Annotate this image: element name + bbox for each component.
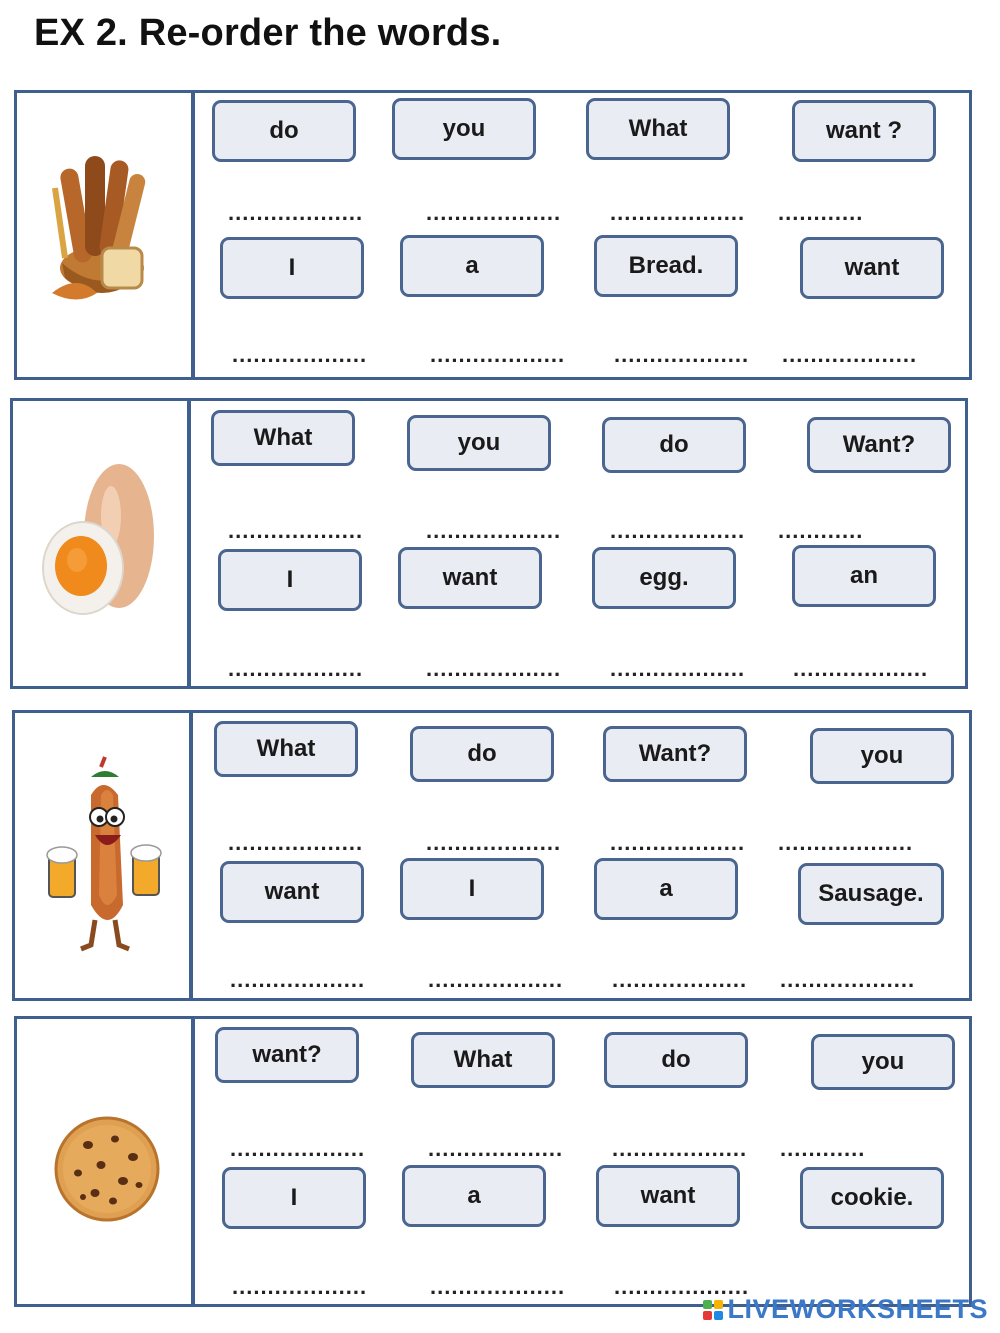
word-tile[interactable]: do bbox=[602, 417, 746, 473]
word-tile[interactable]: I bbox=[222, 1167, 366, 1229]
section-divider bbox=[187, 401, 191, 686]
word-tile[interactable]: I bbox=[220, 237, 364, 299]
answer-blank[interactable]: ................... bbox=[230, 1136, 366, 1161]
answer-blank[interactable]: ................... bbox=[230, 967, 366, 992]
word-tile[interactable]: want bbox=[800, 237, 944, 299]
word-tile[interactable]: Bread. bbox=[594, 235, 738, 297]
word-tile[interactable]: Want? bbox=[807, 417, 951, 473]
logo-mark-icon bbox=[703, 1300, 723, 1320]
word-tile[interactable]: want bbox=[398, 547, 542, 609]
word-tile[interactable]: What bbox=[211, 410, 355, 466]
answer-blank[interactable]: ................... bbox=[428, 967, 564, 992]
logo-text: LIVEWORKSHEETS bbox=[727, 1294, 988, 1324]
page-title: EX 2. Re-order the words. bbox=[34, 12, 502, 54]
answer-blank[interactable]: ................... bbox=[430, 1274, 566, 1299]
answer-blank[interactable]: ................... bbox=[782, 342, 918, 367]
answer-blank[interactable]: ................... bbox=[232, 1274, 368, 1299]
answer-blank[interactable]: ................... bbox=[426, 200, 562, 225]
answer-blank[interactable]: ................... bbox=[612, 967, 748, 992]
section-divider bbox=[189, 713, 193, 998]
answer-blank[interactable]: ................... bbox=[614, 342, 750, 367]
liveworksheets-logo bbox=[703, 1294, 988, 1325]
boiled-egg-icon bbox=[41, 456, 156, 626]
answer-blank[interactable]: ................... bbox=[612, 1136, 748, 1161]
word-tile[interactable]: a bbox=[594, 858, 738, 920]
answer-blank[interactable]: ............ bbox=[778, 200, 864, 225]
answer-blank[interactable]: ................... bbox=[232, 342, 368, 367]
word-tile[interactable]: do bbox=[604, 1032, 748, 1088]
answer-blank[interactable]: ................... bbox=[780, 967, 916, 992]
cookie-icon bbox=[53, 1115, 161, 1228]
answer-blank[interactable]: ................... bbox=[610, 656, 746, 681]
answer-blank[interactable]: ................... bbox=[778, 830, 914, 855]
answer-blank[interactable]: ................... bbox=[428, 1136, 564, 1161]
word-tile[interactable]: want bbox=[596, 1165, 740, 1227]
word-tile[interactable]: I bbox=[218, 549, 362, 611]
answer-blank[interactable]: ................... bbox=[610, 200, 746, 225]
word-tile[interactable]: an bbox=[792, 545, 936, 607]
word-tile[interactable]: do bbox=[212, 100, 356, 162]
sausage-character-icon bbox=[43, 755, 163, 965]
word-tile[interactable]: a bbox=[400, 235, 544, 297]
word-tile[interactable]: a bbox=[402, 1165, 546, 1227]
word-tile[interactable]: want ? bbox=[792, 100, 936, 162]
word-tile[interactable]: want bbox=[220, 861, 364, 923]
answer-blank[interactable]: ................... bbox=[430, 342, 566, 367]
word-tile[interactable]: you bbox=[392, 98, 536, 160]
answer-blank[interactable]: ............ bbox=[778, 518, 864, 543]
answer-blank[interactable]: ................... bbox=[228, 200, 364, 225]
answer-blank[interactable]: ................... bbox=[426, 830, 562, 855]
word-tile[interactable]: egg. bbox=[592, 547, 736, 609]
word-tile[interactable]: you bbox=[810, 728, 954, 784]
answer-blank[interactable]: ................... bbox=[228, 830, 364, 855]
answer-blank[interactable]: ................... bbox=[614, 1274, 750, 1299]
word-tile[interactable]: want? bbox=[215, 1027, 359, 1083]
answer-blank[interactable]: ................... bbox=[228, 656, 364, 681]
word-tile[interactable]: you bbox=[811, 1034, 955, 1090]
word-tile[interactable]: cookie. bbox=[800, 1167, 944, 1229]
word-tile[interactable]: What bbox=[586, 98, 730, 160]
answer-blank[interactable]: ................... bbox=[228, 518, 364, 543]
answer-blank[interactable]: ............ bbox=[780, 1136, 866, 1161]
word-tile[interactable]: you bbox=[407, 415, 551, 471]
answer-blank[interactable]: ................... bbox=[793, 656, 929, 681]
word-tile[interactable]: do bbox=[410, 726, 554, 782]
word-tile[interactable]: What bbox=[214, 721, 358, 777]
word-tile[interactable]: What bbox=[411, 1032, 555, 1088]
answer-blank[interactable]: ................... bbox=[610, 518, 746, 543]
word-tile[interactable]: I bbox=[400, 858, 544, 920]
section-divider bbox=[191, 1019, 195, 1304]
word-tile[interactable]: Want? bbox=[603, 726, 747, 782]
section-divider bbox=[191, 93, 195, 377]
word-tile[interactable]: Sausage. bbox=[798, 863, 944, 925]
answer-blank[interactable]: ................... bbox=[426, 518, 562, 543]
bread-basket-icon bbox=[47, 148, 157, 313]
answer-blank[interactable]: ................... bbox=[426, 656, 562, 681]
answer-blank[interactable]: ................... bbox=[610, 830, 746, 855]
